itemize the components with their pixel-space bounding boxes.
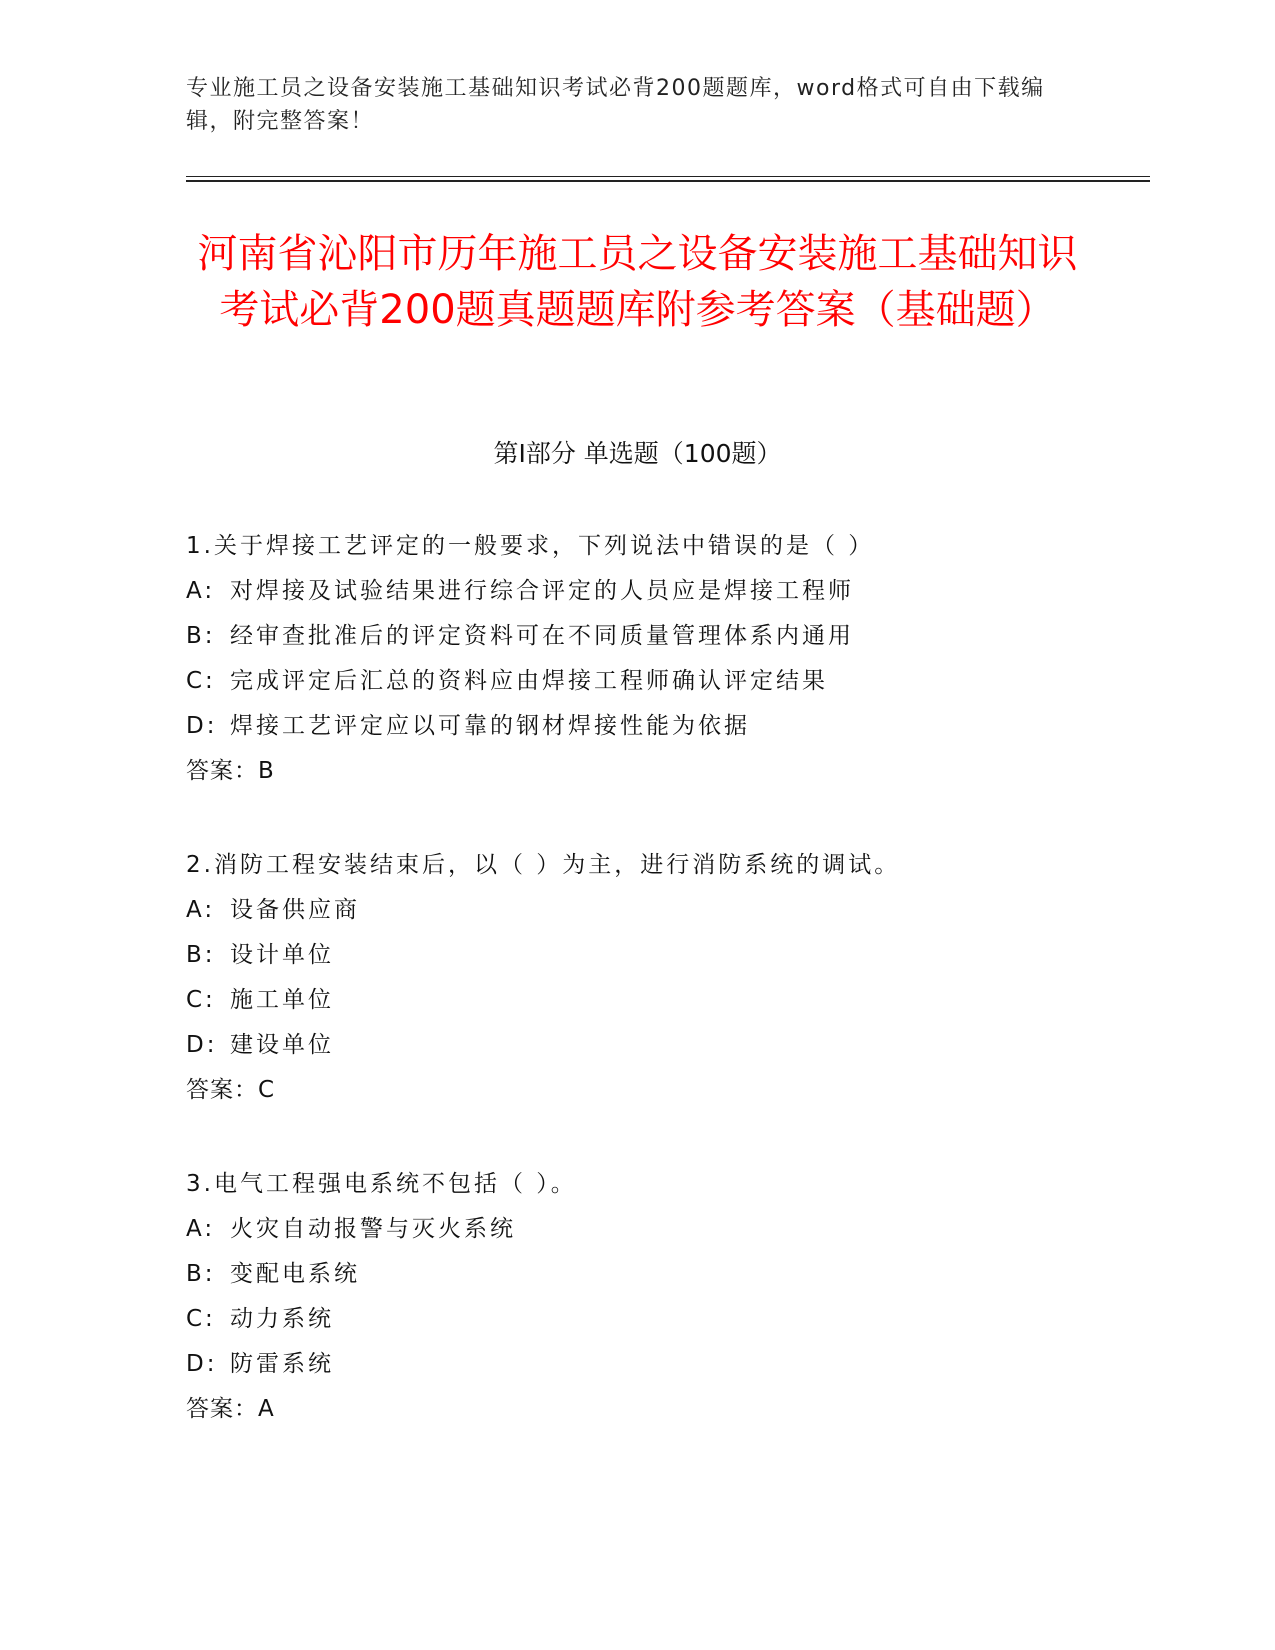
option-d [186,1342,1150,1387]
option-a [186,888,1150,933]
option-text: 动力系统 [230,1306,334,1332]
question-list [186,524,1150,1481]
option-b [186,933,1150,978]
option-text: 火灾自动报警与灭火系统 [230,1216,516,1242]
option-text: 对焊接及试验结果进行综合评定的人员应是焊接工程师 [230,578,854,604]
option-text: 建设单位 [230,1032,334,1058]
option-text: 焊接工艺评定应以可靠的钢材焊接性能为依据 [230,713,750,739]
option-d [186,704,1150,749]
option-letter: A: [186,897,216,923]
question-2 [186,843,1150,1162]
option-text: 经审查批准后的评定资料可在不同质量管理体系内通用 [230,623,854,649]
option-letter: B: [186,623,216,649]
question-stem: 1.关于焊接工艺评定的一般要求，下列说法中错误的是（ ） [186,533,875,559]
option-a [186,569,1150,614]
option-a [186,1207,1150,1252]
option-letter: D: [186,1351,218,1377]
option-text: 防雷系统 [230,1351,334,1377]
option-letter: A: [186,1216,216,1242]
option-c [186,1297,1150,1342]
section-heading: 第Ⅰ部分 单选题（100题） [493,439,782,468]
option-text: 设备供应商 [230,897,360,923]
option-letter: D: [186,713,218,739]
option-d [186,1023,1150,1068]
header-note: 专业施工员之设备安装施工基础知识考试必背200题题库，word格式可自由下载编辑，附完整答案！ [186,76,1045,134]
option-letter: C: [186,987,216,1013]
option-letter: B: [186,1261,216,1287]
option-letter: C: [186,1306,216,1332]
header-divider-thick [186,180,1150,182]
option-b [186,614,1150,659]
answer-line: 答案：B [186,758,275,784]
question-stem: 3.电气工程强电系统不包括（ ）。 [186,1171,577,1197]
option-text: 施工单位 [230,987,334,1013]
option-letter: D: [186,1032,218,1058]
question-1 [186,524,1150,843]
option-text: 完成评定后汇总的资料应由焊接工程师确认评定结果 [230,668,828,694]
option-text: 设计单位 [230,942,334,968]
option-letter: C: [186,668,216,694]
document-title: 河南省沁阳市历年施工员之设备安装施工基础知识考试必背200题真题题库附参考答案（基础题） [197,231,1078,333]
answer-line: 答案：C [186,1077,276,1103]
header-divider-thin [186,176,1150,177]
option-c [186,659,1150,704]
option-text: 变配电系统 [230,1261,360,1287]
option-b [186,1252,1150,1297]
answer-line: 答案：A [186,1396,275,1422]
option-c [186,978,1150,1023]
option-letter: B: [186,942,216,968]
option-letter: A: [186,578,216,604]
question-stem: 2.消防工程安装结束后，以（ ）为主，进行消防系统的调试。 [186,852,901,878]
question-3 [186,1162,1150,1481]
